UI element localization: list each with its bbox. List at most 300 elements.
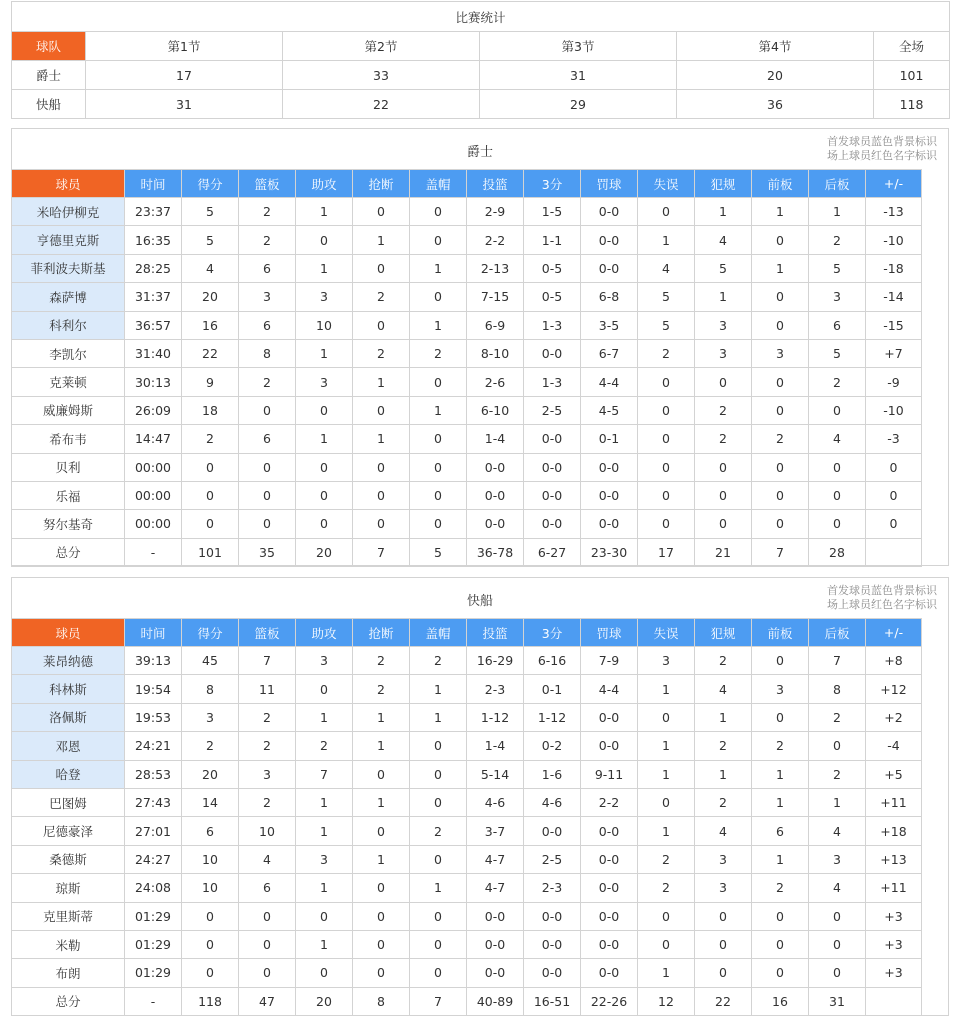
total-off-reb: 16 <box>752 987 809 1015</box>
stat-rebounds: 3 <box>239 760 296 788</box>
stats-header-row <box>12 619 922 647</box>
summary-header-q2: 第2节 <box>283 32 480 61</box>
player-name[interactable]: 克莱顿 <box>12 368 125 396</box>
stat-three-pt: 0-0 <box>524 959 581 987</box>
stat-assists: 0 <box>296 226 353 254</box>
stat-blocks: 0 <box>410 959 467 987</box>
stat-fouls: 2 <box>695 396 752 424</box>
stat-steals: 0 <box>353 396 410 424</box>
stat-minutes: 14:47 <box>125 425 182 453</box>
stat-fouls: 3 <box>695 874 752 902</box>
stat-points: 2 <box>182 732 239 760</box>
total-three-pt: 16-51 <box>524 987 581 1015</box>
stat-off-reb: 1 <box>752 254 809 282</box>
stat-off-reb: 2 <box>752 425 809 453</box>
stat-blocks: 0 <box>410 283 467 311</box>
player-stats-table <box>11 169 922 567</box>
stat-steals: 0 <box>353 817 410 845</box>
stat-blocks: 1 <box>410 675 467 703</box>
total-blocks: 5 <box>410 538 467 566</box>
stat-blocks: 0 <box>410 198 467 226</box>
stat-ft: 9-11 <box>581 760 638 788</box>
stat-three-pt: 0-0 <box>524 339 581 367</box>
legend-starter-note: 首发球员蓝色背景标识 <box>827 135 937 148</box>
stat-three-pt: 0-0 <box>524 817 581 845</box>
stat-steals: 0 <box>353 902 410 930</box>
stat-steals: 1 <box>353 368 410 396</box>
stat-fg: 1-12 <box>467 703 524 731</box>
stat-plus-minus: -9 <box>866 368 922 396</box>
stat-off-reb: 0 <box>752 368 809 396</box>
summary-q2-score: 33 <box>283 61 480 90</box>
stat-turnovers: 1 <box>638 959 695 987</box>
stat-fg: 0-0 <box>467 510 524 538</box>
team-header <box>12 129 948 169</box>
player-row <box>12 760 922 788</box>
stat-plus-minus: +11 <box>866 874 922 902</box>
stat-def-reb: 0 <box>809 732 866 760</box>
summary-header-q1: 第1节 <box>86 32 283 61</box>
stat-steals: 0 <box>353 198 410 226</box>
stat-plus-minus: +7 <box>866 339 922 367</box>
summary-row <box>12 90 950 119</box>
stat-fouls: 4 <box>695 675 752 703</box>
stat-fouls: 4 <box>695 226 752 254</box>
player-row <box>12 283 922 311</box>
player-name[interactable]: 巴图姆 <box>12 788 125 816</box>
stat-plus-minus: +11 <box>866 788 922 816</box>
stat-three-pt: 0-5 <box>524 254 581 282</box>
column-header-minutes: 时间 <box>125 619 182 647</box>
player-name[interactable]: 亨德里克斯 <box>12 226 125 254</box>
stat-ft: 7-9 <box>581 647 638 675</box>
stat-turnovers: 0 <box>638 902 695 930</box>
team-title: 快船 <box>466 594 493 609</box>
total-minutes: - <box>125 538 182 566</box>
stat-points: 20 <box>182 283 239 311</box>
stat-def-reb: 3 <box>809 845 866 873</box>
total-steals: 8 <box>353 987 410 1015</box>
stat-def-reb: 0 <box>809 959 866 987</box>
stat-off-reb: 1 <box>752 198 809 226</box>
stat-fouls: 0 <box>695 481 752 509</box>
stat-ft: 6-8 <box>581 283 638 311</box>
stat-def-reb: 8 <box>809 675 866 703</box>
player-name[interactable]: 米勒 <box>12 930 125 958</box>
stat-points: 22 <box>182 339 239 367</box>
stat-points: 5 <box>182 226 239 254</box>
total-fg: 40-89 <box>467 987 524 1015</box>
stat-def-reb: 0 <box>809 453 866 481</box>
stat-off-reb: 0 <box>752 930 809 958</box>
stat-minutes: 19:53 <box>125 703 182 731</box>
stat-plus-minus: +3 <box>866 902 922 930</box>
stat-ft: 3-5 <box>581 311 638 339</box>
total-blocks: 7 <box>410 987 467 1015</box>
total-turnovers: 12 <box>638 987 695 1015</box>
stat-rebounds: 2 <box>239 368 296 396</box>
stat-steals: 0 <box>353 311 410 339</box>
total-rebounds: 47 <box>239 987 296 1015</box>
player-name[interactable]: 桑德斯 <box>12 845 125 873</box>
stat-ft: 0-0 <box>581 874 638 902</box>
stat-points: 20 <box>182 760 239 788</box>
legend-oncourt-note: 场上球员红色名字标识 <box>827 598 937 611</box>
stat-points: 2 <box>182 425 239 453</box>
stat-blocks: 2 <box>410 339 467 367</box>
summary-q4-score: 36 <box>677 90 874 119</box>
stat-fouls: 2 <box>695 647 752 675</box>
stat-ft: 0-0 <box>581 817 638 845</box>
stat-ft: 0-0 <box>581 930 638 958</box>
player-row <box>12 510 922 538</box>
stat-three-pt: 0-0 <box>524 510 581 538</box>
stat-off-reb: 0 <box>752 510 809 538</box>
stat-rebounds: 2 <box>239 788 296 816</box>
column-header-points: 得分 <box>182 170 239 198</box>
stat-turnovers: 3 <box>638 647 695 675</box>
column-header-fouls: 犯规 <box>695 619 752 647</box>
stat-turnovers: 5 <box>638 283 695 311</box>
summary-total-score: 118 <box>874 90 950 119</box>
stat-turnovers: 0 <box>638 368 695 396</box>
player-row <box>12 396 922 424</box>
stat-minutes: 19:54 <box>125 675 182 703</box>
stat-steals: 2 <box>353 339 410 367</box>
column-header-fouls: 犯规 <box>695 170 752 198</box>
stat-fg: 0-0 <box>467 959 524 987</box>
player-row <box>12 732 922 760</box>
stat-three-pt: 6-16 <box>524 647 581 675</box>
stat-fouls: 0 <box>695 510 752 538</box>
column-header-off-reb: 前板 <box>752 619 809 647</box>
stat-points: 5 <box>182 198 239 226</box>
player-name[interactable]: 贝利 <box>12 453 125 481</box>
stat-fouls: 3 <box>695 311 752 339</box>
summary-q1-score: 31 <box>86 90 283 119</box>
stat-points: 0 <box>182 510 239 538</box>
stat-fg: 2-13 <box>467 254 524 282</box>
stat-fouls: 2 <box>695 788 752 816</box>
stat-def-reb: 6 <box>809 311 866 339</box>
stat-off-reb: 6 <box>752 817 809 845</box>
stat-fg: 2-6 <box>467 368 524 396</box>
summary-header-q4: 第4节 <box>677 32 874 61</box>
player-row <box>12 902 922 930</box>
stat-points: 10 <box>182 845 239 873</box>
stat-turnovers: 2 <box>638 339 695 367</box>
summary-team-name: 爵士 <box>12 61 86 90</box>
stat-off-reb: 0 <box>752 311 809 339</box>
summary-q4-score: 20 <box>677 61 874 90</box>
stat-minutes: 27:43 <box>125 788 182 816</box>
player-row <box>12 675 922 703</box>
stat-rebounds: 0 <box>239 396 296 424</box>
summary-header-total: 全场 <box>874 32 950 61</box>
player-name[interactable]: 米哈伊柳克 <box>12 198 125 226</box>
player-name[interactable]: 莱昂纳德 <box>12 647 125 675</box>
summary-q1-score: 17 <box>86 61 283 90</box>
column-header-ft: 罚球 <box>581 619 638 647</box>
stat-turnovers: 1 <box>638 732 695 760</box>
player-row <box>12 453 922 481</box>
stat-turnovers: 0 <box>638 198 695 226</box>
stat-off-reb: 0 <box>752 453 809 481</box>
stat-three-pt: 1-1 <box>524 226 581 254</box>
stat-steals: 0 <box>353 959 410 987</box>
stat-ft: 0-0 <box>581 226 638 254</box>
player-row <box>12 647 922 675</box>
stat-assists: 3 <box>296 845 353 873</box>
stat-minutes: 30:13 <box>125 368 182 396</box>
total-row <box>12 538 922 566</box>
column-header-blocks: 盖帽 <box>410 170 467 198</box>
stat-points: 9 <box>182 368 239 396</box>
column-header-assists: 助攻 <box>296 619 353 647</box>
player-name[interactable]: 琼斯 <box>12 874 125 902</box>
player-name[interactable]: 努尔基奇 <box>12 510 125 538</box>
stat-def-reb: 5 <box>809 254 866 282</box>
total-fouls: 21 <box>695 538 752 566</box>
stat-plus-minus: -10 <box>866 226 922 254</box>
stat-plus-minus: -4 <box>866 732 922 760</box>
stat-three-pt: 0-0 <box>524 481 581 509</box>
stat-rebounds: 2 <box>239 226 296 254</box>
stat-blocks: 1 <box>410 874 467 902</box>
player-row <box>12 817 922 845</box>
stat-points: 0 <box>182 481 239 509</box>
stat-three-pt: 1-3 <box>524 368 581 396</box>
stat-def-reb: 0 <box>809 396 866 424</box>
player-name[interactable]: 菲利波夫斯基 <box>12 254 125 282</box>
stat-rebounds: 8 <box>239 339 296 367</box>
column-header-three-pt: 3分 <box>524 619 581 647</box>
stat-plus-minus: +5 <box>866 760 922 788</box>
stat-assists: 1 <box>296 874 353 902</box>
stat-minutes: 00:00 <box>125 453 182 481</box>
stat-plus-minus: -3 <box>866 425 922 453</box>
stat-blocks: 1 <box>410 311 467 339</box>
team-title: 爵士 <box>466 145 493 160</box>
total-ft: 23-30 <box>581 538 638 566</box>
stat-def-reb: 4 <box>809 874 866 902</box>
stat-rebounds: 10 <box>239 817 296 845</box>
stat-steals: 1 <box>353 732 410 760</box>
stat-plus-minus: +18 <box>866 817 922 845</box>
stat-minutes: 36:57 <box>125 311 182 339</box>
stat-def-reb: 2 <box>809 226 866 254</box>
stat-ft: 0-0 <box>581 959 638 987</box>
stat-plus-minus: -14 <box>866 283 922 311</box>
stat-rebounds: 2 <box>239 198 296 226</box>
column-header-blocks: 盖帽 <box>410 619 467 647</box>
player-name[interactable]: 科林斯 <box>12 675 125 703</box>
stat-off-reb: 0 <box>752 283 809 311</box>
stat-rebounds: 6 <box>239 254 296 282</box>
column-header-ft: 罚球 <box>581 170 638 198</box>
stat-rebounds: 0 <box>239 959 296 987</box>
column-header-assists: 助攻 <box>296 170 353 198</box>
stat-def-reb: 2 <box>809 760 866 788</box>
column-header-points: 得分 <box>182 619 239 647</box>
summary-team-name: 快船 <box>12 90 86 119</box>
summary-header-q3: 第3节 <box>480 32 677 61</box>
player-row <box>12 198 922 226</box>
stat-three-pt: 1-5 <box>524 198 581 226</box>
stat-fg: 16-29 <box>467 647 524 675</box>
total-def-reb: 28 <box>809 538 866 566</box>
stat-ft: 4-4 <box>581 675 638 703</box>
stat-rebounds: 2 <box>239 732 296 760</box>
stat-points: 6 <box>182 817 239 845</box>
player-name[interactable]: 乐福 <box>12 481 125 509</box>
stat-minutes: 39:13 <box>125 647 182 675</box>
stat-assists: 0 <box>296 902 353 930</box>
stat-off-reb: 0 <box>752 902 809 930</box>
stat-off-reb: 1 <box>752 788 809 816</box>
stat-minutes: 28:53 <box>125 760 182 788</box>
stat-rebounds: 6 <box>239 874 296 902</box>
stat-blocks: 0 <box>410 510 467 538</box>
stat-ft: 0-0 <box>581 510 638 538</box>
stat-points: 0 <box>182 902 239 930</box>
stat-fg: 6-9 <box>467 311 524 339</box>
total-def-reb: 31 <box>809 987 866 1015</box>
stat-assists: 1 <box>296 425 353 453</box>
stat-ft: 0-0 <box>581 254 638 282</box>
stat-plus-minus: +12 <box>866 675 922 703</box>
player-name[interactable]: 尼德豪泽 <box>12 817 125 845</box>
stat-turnovers: 1 <box>638 226 695 254</box>
total-assists: 20 <box>296 538 353 566</box>
player-name[interactable]: 科利尔 <box>12 311 125 339</box>
stat-steals: 1 <box>353 845 410 873</box>
stat-blocks: 0 <box>410 845 467 873</box>
stat-fg: 0-0 <box>467 481 524 509</box>
stat-turnovers: 2 <box>638 874 695 902</box>
stat-steals: 0 <box>353 760 410 788</box>
stat-assists: 0 <box>296 396 353 424</box>
stat-def-reb: 4 <box>809 817 866 845</box>
stat-fouls: 0 <box>695 959 752 987</box>
stat-steals: 2 <box>353 283 410 311</box>
stat-blocks: 0 <box>410 453 467 481</box>
player-name[interactable]: 哈登 <box>12 760 125 788</box>
stat-rebounds: 0 <box>239 930 296 958</box>
stat-blocks: 1 <box>410 254 467 282</box>
player-name[interactable]: 邓恩 <box>12 732 125 760</box>
summary-row <box>12 61 950 90</box>
player-row <box>12 874 922 902</box>
stat-blocks: 0 <box>410 732 467 760</box>
stat-minutes: 31:40 <box>125 339 182 367</box>
stat-three-pt: 2-5 <box>524 396 581 424</box>
total-ft: 22-26 <box>581 987 638 1015</box>
stat-steals: 0 <box>353 930 410 958</box>
stat-assists: 3 <box>296 368 353 396</box>
stat-assists: 1 <box>296 254 353 282</box>
stat-assists: 1 <box>296 198 353 226</box>
player-name[interactable]: 李凯尔 <box>12 339 125 367</box>
stat-rebounds: 0 <box>239 510 296 538</box>
stats-header-row <box>12 170 922 198</box>
stat-blocks: 0 <box>410 425 467 453</box>
stat-assists: 1 <box>296 930 353 958</box>
stat-plus-minus: -18 <box>866 254 922 282</box>
summary-title: 比赛统计 <box>12 2 950 32</box>
stat-turnovers: 2 <box>638 845 695 873</box>
stat-three-pt: 0-0 <box>524 453 581 481</box>
stat-off-reb: 0 <box>752 703 809 731</box>
stat-steals: 0 <box>353 510 410 538</box>
player-name[interactable]: 洛佩斯 <box>12 703 125 731</box>
column-header-turnovers: 失误 <box>638 170 695 198</box>
total-three-pt: 6-27 <box>524 538 581 566</box>
stat-ft: 0-0 <box>581 198 638 226</box>
player-name[interactable]: 克里斯蒂 <box>12 902 125 930</box>
stat-ft: 4-4 <box>581 368 638 396</box>
player-name[interactable]: 威廉姆斯 <box>12 396 125 424</box>
total-fouls: 22 <box>695 987 752 1015</box>
total-label: 总分 <box>12 538 125 566</box>
stat-turnovers: 0 <box>638 510 695 538</box>
stat-blocks: 0 <box>410 760 467 788</box>
player-stats-table <box>11 618 922 1016</box>
stat-steals: 0 <box>353 481 410 509</box>
stat-fg: 2-9 <box>467 198 524 226</box>
stat-fg: 0-0 <box>467 930 524 958</box>
stat-assists: 0 <box>296 959 353 987</box>
total-label: 总分 <box>12 987 125 1015</box>
stat-turnovers: 1 <box>638 817 695 845</box>
player-name[interactable]: 森萨博 <box>12 283 125 311</box>
total-points: 101 <box>182 538 239 566</box>
player-name[interactable]: 布朗 <box>12 959 125 987</box>
stat-fg: 0-0 <box>467 902 524 930</box>
summary-header-team: 球队 <box>12 32 86 61</box>
total-steals: 7 <box>353 538 410 566</box>
stat-rebounds: 7 <box>239 647 296 675</box>
stat-rebounds: 0 <box>239 902 296 930</box>
total-plus-minus <box>866 538 922 566</box>
total-plus-minus <box>866 987 922 1015</box>
stat-steals: 0 <box>353 453 410 481</box>
stat-fouls: 0 <box>695 368 752 396</box>
stat-blocks: 0 <box>410 226 467 254</box>
stat-fg: 3-7 <box>467 817 524 845</box>
player-row <box>12 481 922 509</box>
player-row <box>12 311 922 339</box>
stat-blocks: 0 <box>410 788 467 816</box>
stat-rebounds: 4 <box>239 845 296 873</box>
column-header-fg: 投篮 <box>467 170 524 198</box>
stat-steals: 1 <box>353 226 410 254</box>
stat-fg: 1-4 <box>467 425 524 453</box>
stat-rebounds: 11 <box>239 675 296 703</box>
stat-fg: 0-0 <box>467 453 524 481</box>
stat-points: 8 <box>182 675 239 703</box>
stat-blocks: 0 <box>410 481 467 509</box>
stat-minutes: 26:09 <box>125 396 182 424</box>
stat-minutes: 16:35 <box>125 226 182 254</box>
player-name[interactable]: 希布韦 <box>12 425 125 453</box>
total-turnovers: 17 <box>638 538 695 566</box>
stat-def-reb: 2 <box>809 703 866 731</box>
stat-ft: 0-0 <box>581 481 638 509</box>
stat-def-reb: 0 <box>809 930 866 958</box>
stat-minutes: 24:08 <box>125 874 182 902</box>
stat-minutes: 24:27 <box>125 845 182 873</box>
